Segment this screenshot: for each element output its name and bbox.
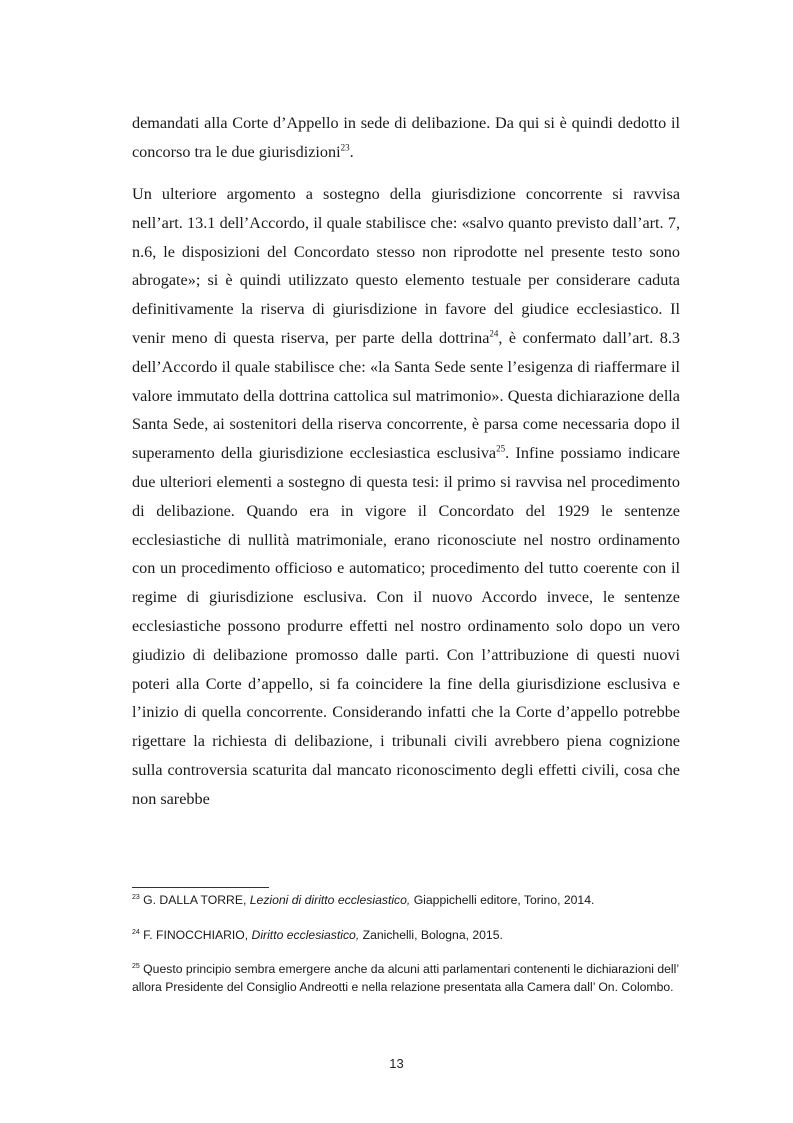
footnote-25 [132,961,680,996]
footnote-ref-25[interactable]: 25 [496,443,506,454]
footnote-number: 23 [132,893,140,901]
footnote-publisher: Zanichelli, Bologna, 2015. [359,928,503,942]
footnote-author: F. FINOCCHIARIO, [139,928,252,942]
page-number: 13 [389,1056,404,1071]
paragraph-1 [132,109,680,167]
footnote-24 [132,927,680,945]
paragraph-2-part-a: Un ulteriore argomento a sostegno della giurisdizione concorrente si ravvisa nell’art. 13.1 dell’Accordo, il quale stabilisce che: «salvo quanto previsto dall’art. 7, n.6, le disposizioni del Concordato stesso non riprodotte nel presente testo sono abrogate»; si è quindi utilizzato questo elemento testuale per considerare caduta definitivamente la riserva di giurisdizione in favore del giudice ecclesiastico. Il venir meno di questa riserva, per parte della dottrina [132,185,680,347]
footnote-publisher: Giappichelli editore, Torino, 2014. [410,893,595,907]
footnote-number: 24 [132,928,140,936]
footnote-number: 25 [132,962,140,970]
paragraph-1-end: . [349,142,354,161]
footnote-title: Diritto ecclesiastico, [251,928,360,942]
paragraph-2-part-c: . Infine possiamo indicare due ulteriori elementi a sostegno di questa tesi: il primo si ravvisa nel procedimento di delibazione. Quando era in vigore il Concordato del 1929 le sentenze ecclesiastiche di nullità matrimoniale, erano riconosciute nel nostro ordinamento con un procedimento officioso e automatico; procedimento del tutto coerente con il regime di giurisdizione esclusiva. Con il nuovo Accordo invece, le sentenze ecclesiastiche possono produrre effetti nel nostro ordinamento solo dopo un vero giudizio di delibazione promosso dalle parti. Con l’attribuzione di questi nuovi poteri alla Corte d’appello, si fa coincidere la fine della giurisdizione esclusiva e l’inizio di quella concorrente. Considerando infatti che la Corte d’appello potrebbe rigettare la richiesta di delibazione, i tribunali civili avrebbero piena cognizione sulla controversia scaturita dal mancato riconoscimento degli effetti civili, cosa che non sarebbe [132,444,680,808]
footnote-ref-24[interactable]: 24 [489,328,499,339]
footnote-title: Lezioni di diritto ecclesiastico, [249,893,411,907]
footnote-separator [132,887,269,888]
paragraph-2-part-b: , è confermato dall’art. 8.3 dell’Accordo il quale stabilisce che: «la Santa Sede sente l’esigenza di riaffermare il valore immutato della dottrina cattolica sul matrimonio». Questa dichiarazione della Santa Sede, ai sostenitori della riserva concorrente, è parsa come necessaria dopo il superamento della giurisdizione ecclesiastica esclusiva [132,328,680,463]
paragraph-2 [132,180,680,814]
footnote-text: Questo principio sembra emergere anche da alcuni atti parlamentari contenenti le dichiarazioni dell’ allora Presidente del Consiglio Andreotti e nella relazione presentata alla Camera dall’ On. Colombo. [132,962,679,994]
footnote-author: G. DALLA TORRE, [139,893,250,907]
paragraph-1-text: demandati alla Corte d’Appello in sede di delibazione. Da qui si è quindi dedotto il concorso tra le due giurisdizioni [132,114,680,161]
footnote-ref-23[interactable]: 23 [340,142,350,153]
footnote-23 [132,892,680,910]
